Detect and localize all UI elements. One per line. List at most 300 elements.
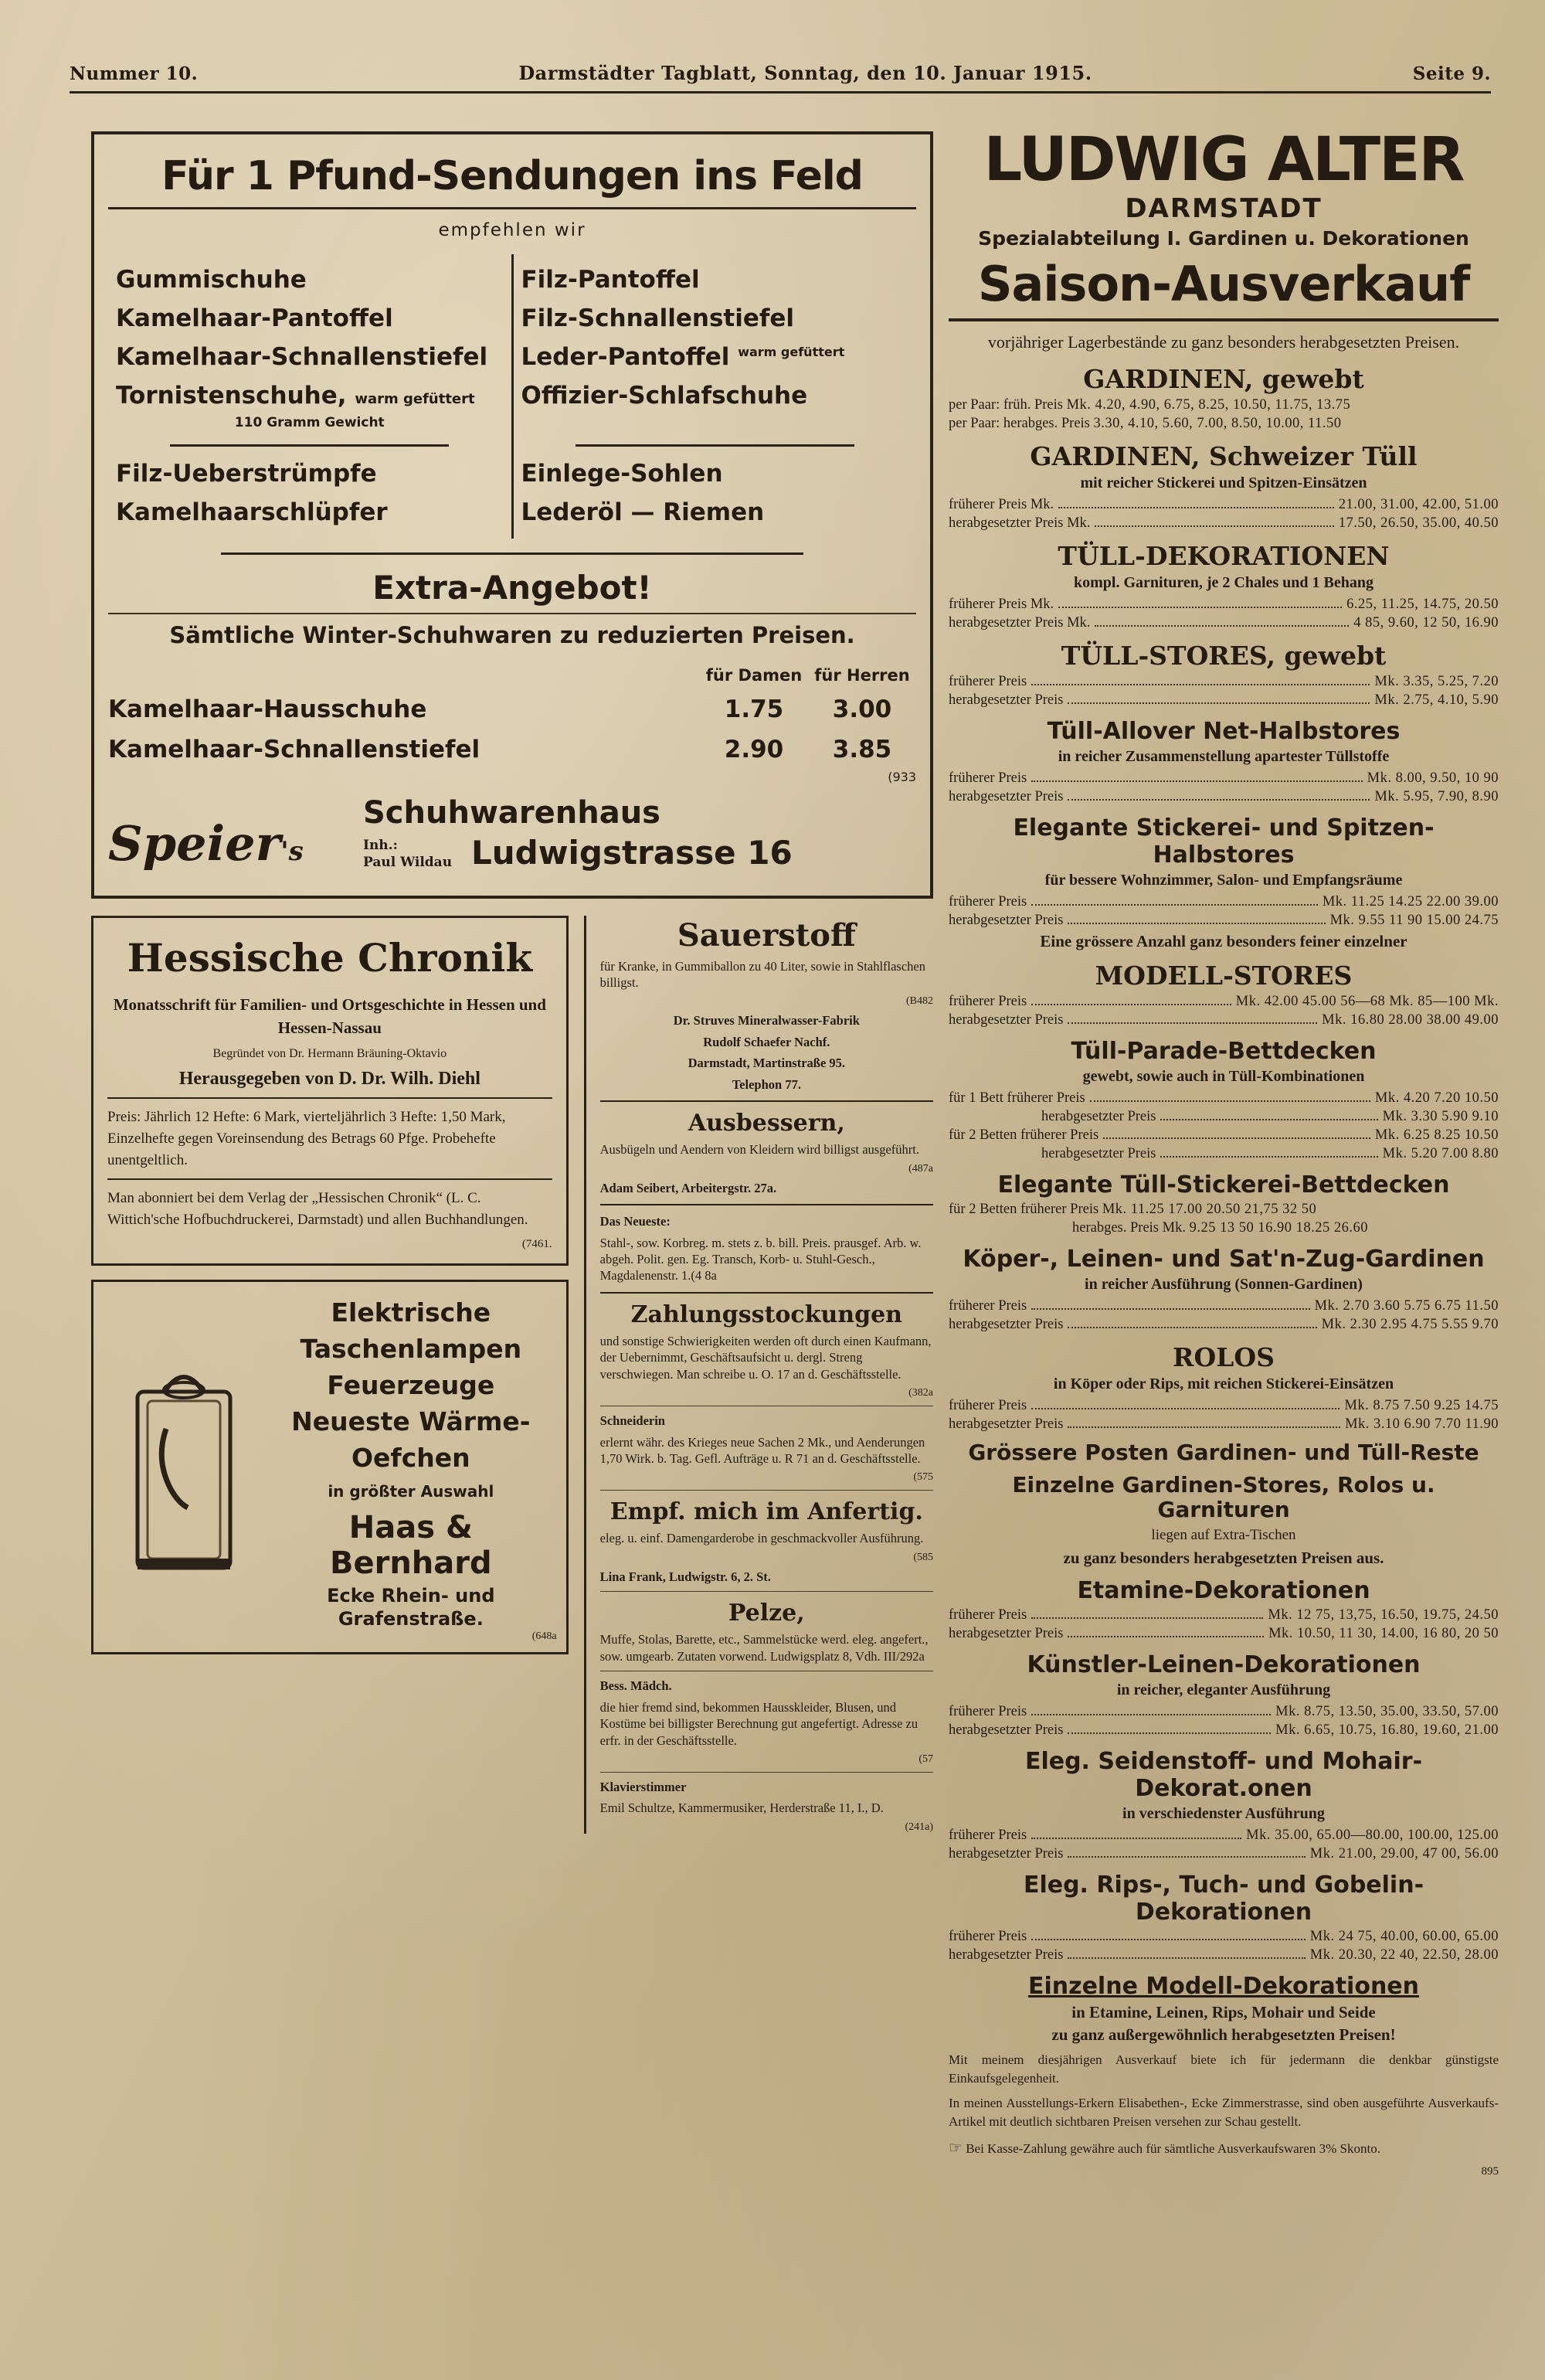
page-sheet <box>46 23 1499 2357</box>
price-row <box>949 994 1499 1010</box>
price-row <box>949 1722 1499 1739</box>
price-row <box>949 1146 1499 1162</box>
cell-damen: 2.90 <box>724 735 784 763</box>
classified-title: Klavierstimmer <box>599 1779 687 1794</box>
section-subheading: für bessere Wohnzimmer, Salon- und Empfangsräume <box>1044 871 1403 889</box>
shoe-ad-items-col1 <box>108 254 514 430</box>
brand-address: Ludwigstrasse 16 <box>471 833 793 872</box>
price-kind: früh. Preis <box>1003 396 1063 413</box>
price-label: per Paar: <box>949 396 1000 413</box>
brand-suffix: 's <box>280 835 304 867</box>
shoe-ad-title: Für 1 Pfund-Sendungen ins Feld <box>161 153 863 199</box>
price-values: Mk. 21.00, 29.00, 47 00, 56.00 <box>1309 1846 1499 1862</box>
classified-body: Stahl-, sow. Korbreg. m. stets z. b. bill. Preis. prausgef. Arb. w. abgeh. Polit. gen. Eg. Transch, Korb- u. Stuhl-Gesch., Magdalenenstr. 1.(4 8a <box>599 1235 922 1284</box>
owner-name: Paul Wildau <box>363 854 453 870</box>
price-row <box>949 1416 1499 1433</box>
chronik-reference: (7461. <box>521 1238 552 1251</box>
price-values: Mk. 16.80 28.00 38.00 49.00 <box>1322 1012 1499 1028</box>
cell-product: Kamelhaar-Schnallenstiefel <box>108 735 480 763</box>
price-label: herabgesetzter Preis Mk. <box>949 614 1091 631</box>
reste-note-bold: zu ganz besonders herabgesetzten Preisen aus. <box>1063 1549 1384 1568</box>
section-heading: Elegante Stickerei- und Spitzen-Halbstores <box>1013 814 1435 869</box>
price-row <box>949 597 1499 613</box>
owner-label: Inh.: <box>363 837 398 853</box>
reste-line: Einzelne Gardinen-Stores, Rolos u. Garnituren <box>1012 1472 1435 1523</box>
brand-owner <box>363 837 452 871</box>
leader-dots <box>1058 507 1334 508</box>
divider <box>170 444 449 447</box>
brand-label: Speier <box>108 814 281 872</box>
price-row <box>949 674 1499 690</box>
classified-body: Muffe, Stolas, Barette, etc., Sammelstücke werd. eleg. angefert., sow. umgearb. Zutaten vorwend. Ludwigsplatz 8, Vdh. III/292a <box>599 1632 929 1664</box>
chronik-editor: Herausgegeben von D. Dr. Wilh. Diehl <box>178 1069 480 1090</box>
price-label: früherer Preis <box>949 770 1027 786</box>
item-label: Kamelhaar-Schnallenstiefel <box>116 343 488 372</box>
classified-title: Zahlungsstockungen <box>630 1300 902 1328</box>
lamp-firm-name: Haas & Bernhard <box>329 1510 492 1582</box>
section-heading: Tüll-Allover Net-Halbstores <box>1047 717 1401 745</box>
price-row <box>949 397 1499 413</box>
price-values: Mk. 2.70 3.60 5.75 6.75 11.50 <box>1314 1297 1499 1314</box>
item-note: warm gefüttert <box>738 344 845 359</box>
divider <box>576 444 854 447</box>
price-values: 9.25 13 50 16.90 18.25 26.60 <box>1189 1219 1368 1236</box>
item-label: Offizier-Schlafschuhe <box>521 382 808 410</box>
price-label: herabgesetzter Preis <box>949 692 1064 708</box>
price-values: 6.25, 11.25, 14.75, 20.50 <box>1346 596 1499 612</box>
lamp-firm-address: Ecke Rhein- und Grafenstraße. <box>327 1585 495 1630</box>
leader-dots <box>1031 1004 1231 1005</box>
leader-dots <box>1058 607 1342 608</box>
price-label: früherer Preis Mk. <box>949 596 1054 612</box>
list-item: Lederöl — Riemen <box>521 498 765 527</box>
item-label: Gummischuhe <box>116 266 307 294</box>
classified-body: erlernt währ. des Krieges neue Sachen 2 Mk., und Aenderungen 1,70 Wirk. b. Tag. Gefl. Aufträge u. R 71 an d. Geschäftsstelle. <box>599 1434 925 1466</box>
section-subheading: in Köper oder Rips, mit reichen Stickerei-Einsätzen <box>1053 1375 1394 1392</box>
price-row <box>949 1947 1499 1964</box>
leader-dots <box>1068 1327 1316 1328</box>
lamp-reference: (648a <box>531 1630 557 1643</box>
reste-note: liegen auf Extra-Tischen <box>1151 1527 1296 1544</box>
shoe-ad-weight-note: 110 Gramm Gewicht <box>234 415 385 431</box>
alter-department: Spezialabteilung I. Gardinen u. Dekorationen <box>978 227 1469 250</box>
price-row <box>949 1846 1499 1862</box>
price-values: Mk. 8.75 7.50 9.25 14.75 <box>1344 1397 1499 1413</box>
price-row <box>949 1626 1499 1642</box>
price-values: Mk. 8.00, 9.50, 10 90 <box>1367 770 1499 786</box>
leader-dots <box>1160 1119 1377 1120</box>
classified-body: eleg. u. einf. Damengarderobe in geschmackvoller Ausführung. <box>599 1531 924 1546</box>
price-row <box>949 894 1499 910</box>
leader-dots <box>1068 1856 1305 1858</box>
shoe-ad-items-secondary <box>108 430 916 538</box>
price-label: früherer Preis <box>949 1607 1027 1624</box>
section-heading: Eleg. Rips-, Tuch- und Gobelin-Dekorationen <box>1023 1872 1424 1926</box>
leader-dots <box>1068 1636 1264 1637</box>
price-values: Mk. 5.95, 7.90, 8.90 <box>1374 788 1499 804</box>
price-values: Mk. 2.75, 4.10, 5.90 <box>1374 692 1499 708</box>
alter-city: DARMSTADT <box>1125 193 1323 225</box>
divider <box>600 1100 933 1102</box>
classified-ref: (487a <box>908 1162 933 1175</box>
classified-title: Ausbessern, <box>688 1110 845 1137</box>
divider <box>108 207 916 209</box>
section-subheading: mit reicher Stickerei und Spitzen-Einsätzen <box>1080 474 1367 491</box>
price-label: herabgesetzter Preis <box>949 1416 1064 1432</box>
leader-dots <box>1031 1617 1263 1619</box>
price-label: herabgesetzter Preis <box>949 1947 1064 1964</box>
price-values: Mk. 6.65, 10.75, 16.80, 19.60, 21.00 <box>1275 1722 1499 1739</box>
price-label: herabgesetzter Preis <box>1041 1108 1156 1124</box>
classified-ref: (B482 <box>906 995 933 1008</box>
price-table <box>108 665 916 770</box>
classified-ref: (575 <box>913 1471 933 1484</box>
price-label: für 2 Betten früherer Preis <box>949 1201 1099 1217</box>
classified-body: Emil Schultze, Kammermusiker, Herderstraße 11, I., D. <box>599 1800 884 1816</box>
price-row <box>949 615 1499 631</box>
price-label: für 2 Betten früherer Preis <box>949 1127 1099 1143</box>
classified-title: Empf. mich im Anfertig. <box>610 1498 923 1526</box>
pointing-hand-icon: ☞ <box>949 2139 963 2157</box>
leader-dots <box>1068 1732 1271 1734</box>
list-item: Einlege-Sohlen <box>521 460 723 488</box>
section-subheading: kompl. Garnituren, je 2 Chales und 1 Behang <box>1073 573 1374 591</box>
item-label: Kamelhaar-Pantoffel <box>116 304 393 333</box>
chronik-advertisement <box>91 916 569 1266</box>
cell-herren: 3.85 <box>832 735 892 763</box>
masthead <box>70 62 1491 84</box>
classified-body: Ausbügeln und Aendern von Kleidern wird billigst ausgeführt. <box>599 1142 919 1158</box>
leader-dots <box>1090 1100 1370 1102</box>
price-row <box>949 1298 1499 1314</box>
section-subheading: in reicher Ausführung (Sonnen-Gardinen) <box>1085 1275 1363 1293</box>
table-header-row <box>108 665 916 689</box>
classified-firm-successor: Rudolf Schaefer Nachf. <box>703 1034 830 1049</box>
lower-left-region <box>91 916 933 1834</box>
leader-dots <box>1095 525 1333 527</box>
classified-address: Darmstadt, Martinstraße 95. <box>688 1056 846 1071</box>
shoe-advertisement <box>91 131 933 899</box>
list-item <box>116 344 504 370</box>
price-label: per Paar: <box>949 415 1000 431</box>
divider <box>949 318 1499 321</box>
shoe-ad-brand-block <box>108 789 916 882</box>
lamp-illustration <box>103 1291 265 1643</box>
price-row <box>949 1398 1499 1414</box>
price-label: herabgesetzter Preis <box>949 788 1064 804</box>
extra-offer-title: Extra-Angebot! <box>372 568 652 607</box>
ad-reference-number: (933 <box>888 769 916 784</box>
list-item <box>116 305 504 332</box>
alter-advertisement <box>949 125 1499 2178</box>
classifieds-column <box>584 916 933 1834</box>
classified-body: für Kranke, in Gummiballon zu 40 Liter, sowie in Stahlflaschen billigst. <box>599 958 926 990</box>
price-values: 4 85, 9.60, 12 50, 16.90 <box>1353 614 1499 631</box>
leader-dots <box>1031 1308 1309 1310</box>
alter-logo: LUDWIG ALTER <box>983 125 1464 195</box>
price-label: herabgesetzter Preis <box>949 1722 1064 1739</box>
chronik-subtitle: Monatsschrift für Familien- und Ortsgeschichte in Hessen und Hessen-Nassau <box>113 994 546 1037</box>
price-row <box>949 416 1499 432</box>
price-values: Mk. 4.20, 4.90, 6.75, 8.25, 10.50, 11.75, 13.75 <box>1066 396 1351 413</box>
price-values: Mk. 10.50, 11 30, 14.00, 16 80, 20 50 <box>1268 1626 1499 1642</box>
alter-kasse-note <box>949 2137 1499 2159</box>
alter-sale-note: vorjähriger Lagerbestände zu ganz besonders herabgesetzten Preisen. <box>987 332 1460 352</box>
section-subheading: gewebt, sowie auch in Tüll-Kombinationen <box>1082 1067 1365 1085</box>
price-label: früherer Preis <box>949 1397 1027 1413</box>
divider <box>600 1490 933 1491</box>
price-label: herabges. Preis Mk. <box>1072 1219 1186 1236</box>
leader-dots <box>1068 1957 1305 1959</box>
divider <box>107 1097 552 1099</box>
section-heading: TÜLL-DEKORATIONEN <box>1058 540 1390 571</box>
leader-dots <box>1031 684 1370 685</box>
price-label: herabgesetzter Preis Mk. <box>949 515 1091 531</box>
divider <box>600 1204 933 1205</box>
price-values: Mk. 11.25 14.25 22.00 39.00 <box>1322 893 1499 910</box>
alter-reference: 895 <box>1481 2164 1499 2178</box>
leader-dots <box>1103 1137 1370 1139</box>
section-heading: Köper-, Leinen- und Sat'n-Zug-Gardinen <box>963 1245 1485 1273</box>
price-values: Mk. 3.10 6.90 7.70 11.90 <box>1345 1416 1499 1432</box>
price-values: Mk. 35.00, 65.00—80.00, 100.00, 125.00 <box>1246 1828 1499 1844</box>
shoe-ad-items-col1b <box>108 430 514 538</box>
divider <box>107 1178 552 1180</box>
price-label: früherer Preis <box>949 893 1027 910</box>
shoe-ad-items <box>108 254 916 430</box>
price-row <box>949 1704 1499 1720</box>
leader-dots <box>1160 1156 1377 1158</box>
section-heading: Elegante Tüll-Stickerei-Bettdecken <box>997 1171 1450 1198</box>
price-values: Mk. 3.30 5.90 9.10 <box>1382 1108 1499 1124</box>
leader-dots <box>1031 1714 1271 1715</box>
price-values: Mk. 2.30 2.95 4.75 5.55 9.70 <box>1321 1316 1499 1332</box>
masthead-center: Darmstädter Tagblatt, Sonntag, den 10. Januar 1915. <box>518 62 1092 84</box>
lamp-line: Elektrische <box>331 1297 491 1328</box>
price-row <box>949 1220 1499 1236</box>
section-heading: TÜLL-STORES, gewebt <box>1061 640 1387 671</box>
item-label: Filz-Schnallenstiefel <box>521 304 795 333</box>
price-label: herabgesetzter Preis <box>1041 1145 1156 1161</box>
price-row <box>949 789 1499 805</box>
price-row <box>949 1012 1499 1028</box>
section-heading: GARDINEN, Schweizer Tüll <box>1030 440 1418 471</box>
price-values: Mk. 4.20 7.20 10.50 <box>1374 1090 1499 1106</box>
section-heading: ROLOS <box>1173 1341 1275 1372</box>
chronik-subscription: Man abonniert bei dem Verlag der „Hessischen Chronik“ (L. C. Wittich'sche Hofbuchdruckerei, Darmstadt) und allen Buchhandlungen. <box>107 1190 528 1228</box>
item-label: Filz-Pantoffel <box>521 266 700 294</box>
leader-dots <box>1031 1408 1340 1409</box>
price-label: früherer Preis <box>949 1297 1027 1314</box>
classified-body: die hier fremd sind, bekommen Hausskleider, Blusen, und Kostüme bei billigster Berechnung gut angefertigt. Adresse zu erfr. in der Geschäftsstelle. <box>599 1699 919 1748</box>
brand-name <box>108 815 304 872</box>
price-values: Mk. 11.25 17.00 20.50 21,75 32 50 <box>1102 1201 1317 1217</box>
price-label: früherer Preis <box>949 993 1027 1009</box>
lamp-auswahl: in größter Auswahl <box>328 1482 494 1501</box>
price-row <box>949 692 1499 709</box>
price-values: Mk. 20.30, 22 40, 22.50, 28.00 <box>1309 1947 1499 1964</box>
price-row <box>949 770 1499 787</box>
lamp-line: Neueste Wärme- <box>291 1406 531 1437</box>
section-subheading: in verschiedenster Ausführung <box>1122 1805 1325 1823</box>
leader-dots <box>1068 1022 1317 1024</box>
chronik-title: Hessische Chronik <box>127 934 532 981</box>
classified-firm: Dr. Struves Mineralwasser-Fabrik <box>673 1013 860 1028</box>
lamp-advertisement <box>91 1280 569 1654</box>
alter-paragraph: Mit meinem diesjährigen Ausverkauf biete ich für jedermann die denkbar günstigste Einkaufsgelegenheit. <box>949 2052 1499 2086</box>
price-values: Mk. 9.55 11 90 15.00 24.75 <box>1329 912 1499 928</box>
section-subheading: in Etamine, Leinen, Rips, Mohair und Seide <box>1071 2003 1376 2022</box>
masthead-right: Seite 9. <box>1412 63 1491 84</box>
list-item <box>521 267 909 293</box>
list-item <box>521 305 909 332</box>
chronik-founded: Begründet von Dr. Hermann Bräuning-Oktavio <box>212 1047 447 1061</box>
price-values: Mk. 3.35, 5.25, 7.20 <box>1374 673 1499 689</box>
section-heading: Tüll-Parade-Bettdecken <box>1071 1037 1377 1065</box>
brand-business-type: Schuhwarenhaus <box>363 794 660 831</box>
section-subheading: Eine grössere Anzahl ganz besonders feiner einzelner <box>1040 931 1407 950</box>
price-values: Mk. 6.25 8.25 10.50 <box>1374 1127 1499 1143</box>
section-subheading: zu ganz außergewöhnlich herabgesetzten Preisen! <box>1051 2025 1396 2045</box>
item-label: Tornistenschuhe, <box>116 382 347 410</box>
price-values: Mk. 24 75, 40.00, 60.00, 65.00 <box>1309 1929 1499 1945</box>
price-label: früherer Preis <box>949 1704 1027 1720</box>
divider <box>221 552 803 555</box>
lower-left-inner <box>91 916 569 1834</box>
chronik-price: Preis: Jährlich 12 Hefte: 6 Mark, vierteljährlich 3 Hefte: 1,50 Mark, Einzelhefte gegen Voreinsendung des Betrags 60 Pfge. Probehefte unentgeltlich. <box>107 1109 506 1168</box>
price-row <box>949 515 1499 532</box>
lamp-line: Oefchen <box>351 1443 470 1474</box>
price-row <box>949 1127 1499 1144</box>
classified-phone: Telephon 77. <box>732 1076 801 1092</box>
price-row <box>949 1607 1499 1624</box>
classified-title: Das Neueste: <box>599 1214 671 1229</box>
price-values: Mk. 5.20 7.00 8.80 <box>1382 1145 1499 1161</box>
alter-paragraph: In meinen Ausstellungs-Erkern Elisabethen-, Ecke Zimmerstrasse, sind oben ausgeführte Ausverkaufs-Artikel mit deutlich sichtbaren Preisen versehen zur Schau gestellt. <box>949 2096 1499 2129</box>
price-row <box>949 1828 1499 1844</box>
masthead-left: Nummer 10. <box>70 63 199 84</box>
price-label: herabgesetzter Preis <box>949 1626 1064 1642</box>
leader-dots <box>1068 799 1370 801</box>
cell-damen: 1.75 <box>724 695 784 723</box>
leader-dots <box>1068 1426 1340 1428</box>
price-row <box>949 1109 1499 1125</box>
lamp-line: Feuerzeuge <box>327 1370 495 1401</box>
section-heading: GARDINEN, gewebt <box>1083 363 1364 394</box>
col-header-damen: für Damen <box>705 665 803 685</box>
divider <box>108 613 916 614</box>
classified-ref: (241a) <box>905 1821 933 1833</box>
price-label: früherer Preis Mk. <box>949 496 1054 512</box>
table-row <box>108 729 916 770</box>
col-header-herren: für Herren <box>814 665 910 685</box>
leader-dots <box>1095 625 1349 627</box>
classified-title: Sauerstoff <box>677 916 856 954</box>
table-row <box>108 689 916 729</box>
price-label: früherer Preis <box>949 673 1027 689</box>
price-label: für 1 Bett früherer Preis <box>949 1090 1085 1106</box>
price-row <box>949 497 1499 513</box>
price-values: Mk. 42.00 45.00 56—68 Mk. 85—100 Mk. <box>1235 993 1499 1009</box>
price-row <box>949 1317 1499 1333</box>
divider <box>600 1591 933 1592</box>
flashlight-icon <box>110 1352 257 1583</box>
section-heading: Einzelne Modell-Dekorationen <box>1027 1973 1419 2001</box>
item-label: Leder-Pantoffel <box>521 343 730 372</box>
shoe-ad-items-col2b <box>514 430 917 538</box>
section-subheading: in reicher Zusammenstellung apartester Tüllstoffe <box>1058 747 1390 765</box>
list-item <box>116 382 504 409</box>
price-label: früherer Preis <box>949 1929 1027 1945</box>
classified-ref: (382a <box>908 1387 933 1399</box>
price-row <box>949 1929 1499 1945</box>
left-column <box>91 131 933 1834</box>
price-values: 21.00, 31.00, 42.00, 51.00 <box>1338 496 1499 512</box>
alter-sale-title: Saison-Ausverkauf <box>977 256 1470 313</box>
classified-ref: (57 <box>919 1753 933 1765</box>
cell-herren: 3.00 <box>832 695 892 723</box>
price-values: Mk. 12 75, 13,75, 16.50, 19.75, 24.50 <box>1268 1607 1499 1624</box>
extra-offer-subtitle: Sämtliche Winter-Schuhwaren zu reduzierten Preisen. <box>169 621 855 648</box>
leader-dots <box>1031 904 1318 906</box>
col-header-product <box>108 665 700 689</box>
section-subheading: in reicher, eleganter Ausführung <box>1116 1681 1331 1699</box>
list-item <box>521 344 909 370</box>
cell-product: Kamelhaar-Hausschuhe <box>108 695 427 723</box>
section-heading: Eleg. Seidenstoff- und Mohair-Dekorat.onen <box>1024 1748 1423 1803</box>
masthead-rule <box>70 91 1491 94</box>
list-item <box>116 267 504 293</box>
list-item: Kamelhaarschlüpfer <box>116 498 388 527</box>
classified-address: Adam Seibert, Arbeitergstr. 27a. <box>599 1180 777 1195</box>
price-values: 3.30, 4.10, 5.60, 7.00, 8.50, 10.00, 11.50 <box>1093 415 1342 431</box>
list-item <box>521 382 909 409</box>
leader-dots <box>1068 923 1325 924</box>
classified-address: Lina Frank, Ludwigstr. 6, 2. St. <box>599 1569 771 1584</box>
leader-dots <box>1031 1838 1241 1839</box>
kasse-text: Bei Kasse-Zahlung gewähre auch für sämtliche Ausverkaufswaren 3% Skonto. <box>966 2140 1380 2156</box>
classified-body: und sonstige Schwierigkeiten werden oft durch einen Kaufmann, der Uebernimmt, Geschäftsaufsicht u. dergl. Streng verschwiegen. Man schreibe u. O. 17 an d. Geschäftsstelle. <box>599 1333 932 1382</box>
shoe-ad-empfehlen: empfehlen wir <box>438 220 586 240</box>
price-label: herabgesetzter Preis <box>949 1012 1064 1028</box>
section-heading: MODELL-STORES <box>1095 960 1353 991</box>
classified-title: Schneiderin <box>599 1413 665 1429</box>
lamp-ad-text <box>265 1291 557 1643</box>
divider <box>600 1772 933 1773</box>
shoe-ad-items-col2 <box>514 254 917 430</box>
price-kind: herabges. Preis <box>1003 415 1090 431</box>
section-heading: Künstler-Leinen-Dekorationen <box>1027 1651 1421 1679</box>
price-row <box>949 1202 1499 1218</box>
price-label: herabgesetzter Preis <box>949 1846 1064 1862</box>
lamp-line: Taschenlampen <box>300 1334 522 1365</box>
price-label: herabgesetzter Preis <box>949 1316 1064 1332</box>
list-item: Filz-Ueberstrümpfe <box>116 460 377 488</box>
classified-title: Pelze, <box>728 1600 805 1627</box>
price-values: 17.50, 26.50, 35.00, 40.50 <box>1338 515 1499 531</box>
item-note: warm gefüttert <box>355 391 475 408</box>
price-row <box>949 1090 1499 1107</box>
price-label: früherer Preis <box>949 1828 1027 1844</box>
price-label: herabgesetzter Preis <box>949 912 1064 928</box>
divider <box>600 1292 933 1294</box>
leader-dots <box>1031 1939 1306 1940</box>
leader-dots <box>1068 702 1370 704</box>
section-heading: Etamine-Dekorationen <box>1077 1577 1370 1605</box>
reste-line: Grössere Posten Gardinen- und Tüll-Reste <box>968 1439 1479 1465</box>
price-values: Mk. 8.75, 13.50, 35.00, 33.50, 57.00 <box>1275 1704 1499 1720</box>
leader-dots <box>1031 780 1362 782</box>
